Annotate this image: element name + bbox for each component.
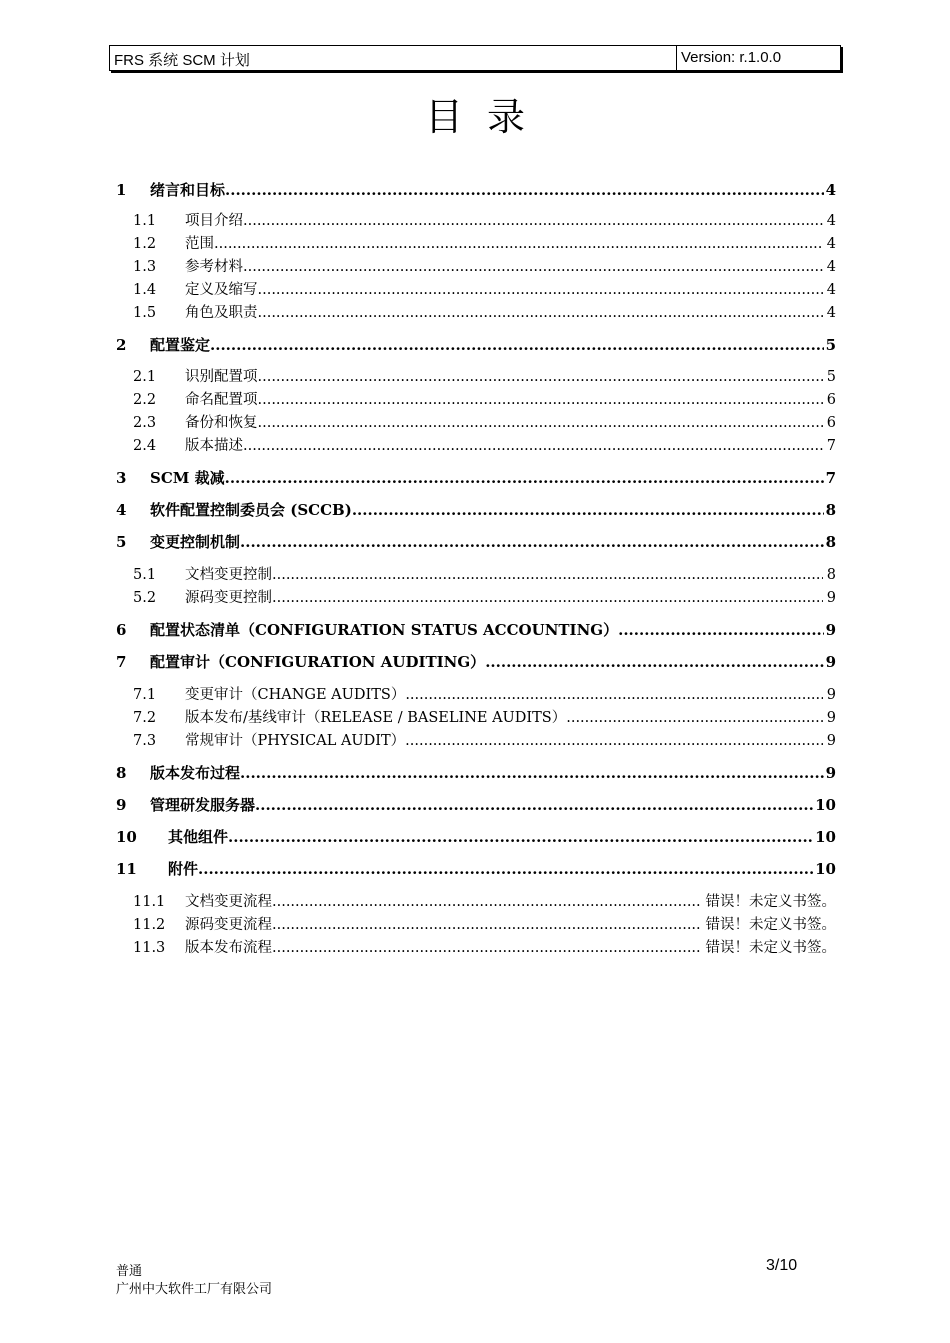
toc-entry-title: 软件配置控制委员会 (SCCB)	[150, 501, 352, 519]
toc-entry-title: 附件	[168, 860, 199, 878]
toc-entry-number: 8	[116, 764, 127, 782]
toc-entry-page: 8	[825, 533, 836, 551]
toc-entry[interactable]	[116, 335, 836, 355]
toc-entry[interactable]	[133, 708, 836, 728]
toc-entry-page: 4	[826, 259, 836, 275]
toc-entry-title: 配置审计（CONFIGURATION AUDITING）	[150, 653, 486, 671]
toc-entry-number: 11	[116, 860, 137, 878]
toc-entry-page: 7	[826, 438, 836, 454]
toc-entry-number: 2.2	[133, 392, 157, 408]
toc-entry[interactable]	[133, 892, 836, 912]
toc-entry-leader	[258, 390, 823, 410]
footer-classification: 普通	[116, 1264, 143, 1279]
toc-entry-title: 其他组件	[168, 828, 229, 846]
toc-entry[interactable]	[133, 280, 836, 300]
toc-entry-number: 11.2	[133, 917, 166, 933]
header-doc-title: FRS 系统 SCM 计划	[110, 46, 677, 70]
toc-entry-title: 文档变更流程	[185, 894, 272, 910]
toc-entry-number: 1.2	[133, 236, 157, 252]
toc-entry-leader	[272, 915, 702, 935]
toc-entry-page: 10	[815, 860, 836, 878]
toc-entry-leader	[225, 468, 824, 488]
toc-entry-title: 绪言和目标	[150, 181, 226, 199]
toc-entry-leader	[258, 303, 823, 323]
toc-entry-page: 6	[826, 415, 836, 431]
toc-entry-number: 11.1	[133, 894, 166, 910]
footer-page-number: 3/10	[766, 1257, 798, 1274]
toc-entry-page: 4	[826, 305, 836, 321]
toc-entry-number: 10	[116, 828, 137, 846]
toc-entry-page: 8	[825, 501, 836, 519]
toc-entry[interactable]	[116, 468, 836, 488]
toc-entry[interactable]	[133, 367, 836, 387]
toc-entry-page: 错误！未定义书签。	[705, 894, 836, 910]
toc-entry-leader	[243, 257, 823, 277]
toc-entry-leader	[352, 500, 824, 520]
toc-entry-page: 6	[826, 392, 836, 408]
toc-entry-number: 1	[116, 181, 127, 199]
toc-entry-title: 常规审计（PHYSICAL AUDIT）	[185, 733, 406, 749]
toc-entry-leader	[240, 763, 824, 783]
toc-entry-title: 版本发布/基线审计（RELEASE / BASELINE AUDITS）	[185, 710, 567, 726]
toc-entry-number: 5.1	[133, 567, 157, 583]
toc-entry-title: 参考材料	[185, 259, 243, 275]
toc-entry-leader	[272, 892, 702, 912]
toc-entry[interactable]	[116, 652, 836, 672]
toc-entry-leader	[272, 565, 823, 585]
toc-entry[interactable]	[133, 731, 836, 751]
toc-entry-page: 9	[825, 764, 836, 782]
toc-entry-title: 配置状态清单（CONFIGURATION STATUS ACCOUNTING）	[150, 621, 619, 639]
toc-entry-title: 范围	[185, 236, 214, 252]
toc-entry-leader	[214, 234, 823, 254]
toc-entry-page: 9	[826, 687, 836, 703]
toc-entry-page: 错误！未定义书签。	[705, 917, 836, 933]
toc-entry-title: 版本发布过程	[150, 764, 241, 782]
toc-entry[interactable]	[133, 565, 836, 585]
page-footer	[116, 1263, 272, 1299]
toc-entry[interactable]	[133, 685, 836, 705]
toc-entry-leader	[228, 827, 813, 847]
toc-entry-page: 4	[826, 282, 836, 298]
toc-entry-leader	[258, 280, 823, 300]
toc-entry-number: 7.3	[133, 733, 157, 749]
toc-entry-leader	[566, 708, 823, 728]
toc-entry-title: 源码变更流程	[185, 917, 272, 933]
toc-entry-number: 7.2	[133, 710, 157, 726]
toc-entry-page: 5	[826, 369, 836, 385]
toc-entry-leader	[405, 685, 822, 705]
toc-entry-page: 4	[826, 213, 836, 229]
toc-entry-number: 5.2	[133, 590, 157, 606]
toc-entry[interactable]	[133, 257, 836, 277]
footer-company: 广州中大软件工厂有限公司	[116, 1282, 273, 1297]
toc-entry-leader	[618, 620, 823, 640]
toc-entry-title: 定义及缩写	[185, 282, 258, 298]
toc-entry-number: 5	[116, 533, 127, 551]
toc-entry-number: 3	[116, 469, 127, 487]
toc-entry-number: 1.1	[133, 213, 157, 229]
toc-entry-number: 2.4	[133, 438, 157, 454]
toc-entry[interactable]	[116, 795, 836, 815]
toc-entry-title: 识别配置项	[185, 369, 258, 385]
toc-entry-title: SCM 裁减	[150, 469, 225, 487]
toc-entry-number: 7	[116, 653, 127, 671]
toc-entry-leader	[243, 211, 823, 231]
toc-title: 目录	[424, 95, 549, 139]
page-header	[109, 45, 841, 71]
toc-entry[interactable]	[116, 827, 836, 847]
toc-entry-title: 管理研发服务器	[150, 796, 256, 814]
toc-entry-page: 9	[826, 710, 836, 726]
toc-entry-title: 配置鉴定	[150, 336, 211, 354]
toc-entry-number: 6	[116, 621, 127, 639]
toc-entry-leader	[225, 180, 824, 200]
toc-entry-page: 5	[825, 336, 836, 354]
toc-entry-page: 8	[826, 567, 836, 583]
toc-entry[interactable]	[133, 938, 836, 958]
toc-entry-leader	[243, 436, 823, 456]
header-version: Version: r.1.0.0	[681, 49, 782, 66]
toc-entry-number: 1.3	[133, 259, 157, 275]
toc-entry-number: 1.4	[133, 282, 157, 298]
toc-entry[interactable]	[133, 303, 836, 323]
toc-entry-number: 7.1	[133, 687, 157, 703]
toc-entry-leader	[255, 795, 813, 815]
toc-entry-number: 2.3	[133, 415, 157, 431]
toc-entry[interactable]	[116, 620, 836, 640]
toc-entry[interactable]	[133, 588, 836, 608]
toc-entry[interactable]	[116, 500, 836, 520]
toc-entry-page: 7	[825, 469, 836, 487]
toc-entry-title: 变更控制机制	[150, 533, 241, 551]
toc-entry-title: 备份和恢复	[185, 415, 258, 431]
toc-entry-page: 9	[825, 621, 836, 639]
toc-entry-number: 1.5	[133, 305, 157, 321]
toc-entry-number: 2.1	[133, 369, 157, 385]
toc-entry-leader	[258, 413, 823, 433]
toc-entry-title: 版本描述	[185, 438, 243, 454]
toc-entry-number: 4	[116, 501, 127, 519]
toc-entry[interactable]	[133, 211, 836, 231]
toc-entry-title: 命名配置项	[185, 392, 258, 408]
toc-entry-number: 9	[116, 796, 127, 814]
toc-entry[interactable]	[133, 436, 836, 456]
toc-entry-page: 9	[826, 733, 836, 749]
toc-entry[interactable]	[116, 532, 836, 552]
toc-entry[interactable]	[116, 180, 836, 200]
toc-entry-page: 9	[825, 653, 836, 671]
toc-entry-number: 2	[116, 336, 127, 354]
toc-entry-title: 源码变更控制	[185, 590, 272, 606]
toc-entry[interactable]	[133, 234, 836, 254]
toc-entry-page: 10	[815, 828, 836, 846]
toc-entry-page: 10	[815, 796, 836, 814]
toc-entry-title: 文档变更控制	[185, 567, 272, 583]
toc-entry-leader	[258, 367, 823, 387]
toc-entry[interactable]	[133, 413, 836, 433]
toc-entry-leader	[272, 938, 702, 958]
toc-entry-title: 角色及职责	[185, 305, 258, 321]
toc-entry[interactable]	[133, 390, 836, 410]
toc-entry-leader	[485, 652, 823, 672]
toc-entry-page: 错误！未定义书签。	[705, 940, 836, 956]
toc-entry-leader	[198, 859, 813, 879]
toc-entry-title: 项目介绍	[185, 213, 243, 229]
toc-entry-title: 版本发布流程	[185, 940, 272, 956]
toc-entry[interactable]	[116, 763, 836, 783]
toc-entry-page: 9	[826, 590, 836, 606]
toc-entry-leader	[210, 335, 824, 355]
toc-entry[interactable]	[133, 915, 836, 935]
toc-entry-number: 11.3	[133, 940, 166, 956]
toc-entry-title: 变更审计（CHANGE AUDITS）	[185, 687, 406, 703]
toc-entry-page: 4	[826, 236, 836, 252]
toc-entry-leader	[272, 588, 823, 608]
toc-entry-leader	[405, 731, 823, 751]
toc-entry[interactable]	[116, 859, 836, 879]
toc-entry-leader	[240, 532, 824, 552]
toc-entry-page: 4	[825, 181, 836, 199]
